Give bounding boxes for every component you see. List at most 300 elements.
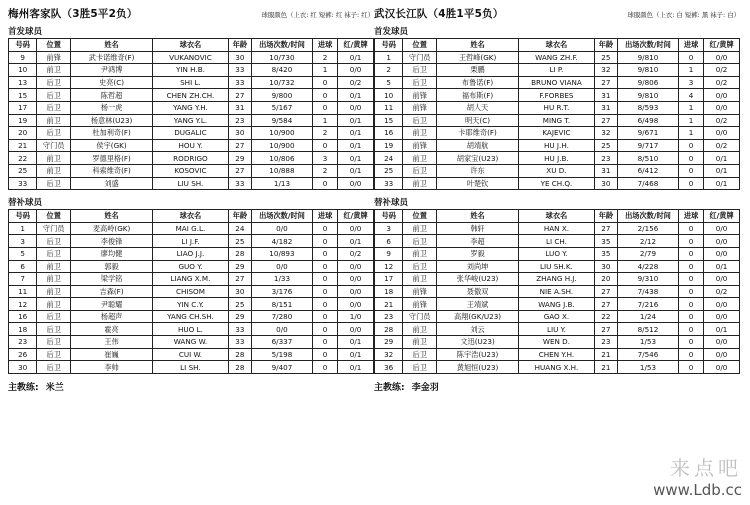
table-cell: 0/0 [704, 247, 740, 260]
table-cell: 0 [678, 273, 703, 286]
table-cell: HOU Y. [153, 139, 229, 152]
table-cell: 10 [9, 64, 37, 77]
column-header: 进球 [678, 210, 703, 223]
table-cell: 0 [312, 348, 337, 361]
table-cell: 0/1 [338, 114, 374, 127]
table-cell: 6/498 [617, 114, 678, 127]
table-cell: WANG W. [153, 336, 229, 349]
table-cell: 刘盛 [71, 177, 153, 190]
table-cell: 后卫 [403, 164, 437, 177]
table-cell: 28 [228, 247, 251, 260]
table-cell: 前卫 [403, 177, 437, 190]
table-cell: 前卫 [403, 222, 437, 235]
table-cell: 后卫 [403, 260, 437, 273]
table-cell: 前卫 [403, 273, 437, 286]
table-cell: 27 [594, 323, 617, 336]
table-cell: 李俊锋 [71, 235, 153, 248]
table-cell: 19 [375, 139, 403, 152]
table-cell: 0 [312, 361, 337, 374]
table-cell: 31 [594, 101, 617, 114]
table-cell: 4 [678, 89, 703, 102]
table-cell: 10/732 [251, 76, 312, 89]
coach-line [374, 380, 740, 393]
table-row [375, 323, 740, 336]
table-cell: 1 [678, 114, 703, 127]
table-cell: 13 [9, 76, 37, 89]
table-cell: 守门员 [403, 51, 437, 64]
table-cell: 21 [375, 298, 403, 311]
kit-colors: 球服颜色（上衣: 白 短裤: 黑 袜子: 白） [627, 11, 740, 19]
table-cell: 25 [594, 51, 617, 64]
table-cell: 10/730 [251, 51, 312, 64]
table-cell: 栗鹏 [437, 64, 519, 77]
table-cell: 23 [375, 310, 403, 323]
table-cell: 28 [228, 348, 251, 361]
table-cell: 0 [678, 298, 703, 311]
table-cell: 3 [312, 152, 337, 165]
table-cell: 21 [594, 348, 617, 361]
table-cell: 2/156 [617, 222, 678, 235]
table-row [9, 273, 374, 286]
table-cell: 0 [678, 222, 703, 235]
table-row [9, 348, 374, 361]
table-row [375, 101, 740, 114]
table-cell: 1 [678, 64, 703, 77]
table-cell: WEN D. [519, 336, 595, 349]
subs-label: 替补球员 [8, 198, 43, 209]
table-cell: 0 [678, 336, 703, 349]
table-cell: HU R.T. [519, 101, 595, 114]
table-row [375, 247, 740, 260]
table-cell: 28 [228, 361, 251, 374]
table-cell: 0/1 [338, 164, 374, 177]
table-cell: 叶楚钦 [437, 177, 519, 190]
table-cell: 20 [9, 127, 37, 140]
starters-table [8, 38, 374, 190]
table-cell: 王伟 [71, 336, 153, 349]
table-cell: 0/0 [338, 285, 374, 298]
table-cell: 刘尚坤 [437, 260, 519, 273]
table-cell: 18 [9, 323, 37, 336]
starters-table [374, 38, 740, 190]
table-cell: 0 [312, 76, 337, 89]
table-cell: 4/182 [251, 235, 312, 248]
table-cell: 0 [678, 177, 703, 190]
table-cell: 李帅 [71, 361, 153, 374]
table-cell: 24 [375, 152, 403, 165]
table-cell: LUO Y. [519, 247, 595, 260]
table-row [375, 164, 740, 177]
table-cell: 27 [228, 89, 251, 102]
column-header: 出场次数/时间 [251, 39, 312, 52]
table-cell: F.FORBES [519, 89, 595, 102]
table-cell: 17 [9, 101, 37, 114]
table-cell: 崔巍 [71, 348, 153, 361]
table-cell: 守门员 [37, 222, 71, 235]
table-cell: 0/0 [704, 348, 740, 361]
table-row [9, 298, 374, 311]
table-cell: 27 [228, 273, 251, 286]
table-row [375, 273, 740, 286]
table-cell: YANG CH.SH. [153, 310, 229, 323]
table-cell: LIU SH.K. [519, 260, 595, 273]
table-cell: 王靖斌 [437, 298, 519, 311]
table-cell: 福布斯(F) [437, 89, 519, 102]
table-cell: 0/1 [338, 361, 374, 374]
table-row [375, 177, 740, 190]
table-cell: 8/151 [251, 298, 312, 311]
table-cell: 33 [228, 177, 251, 190]
table-cell: 廖均健 [71, 247, 153, 260]
table-cell: 27 [594, 285, 617, 298]
table-cell: 后卫 [403, 348, 437, 361]
column-header: 姓名 [71, 210, 153, 223]
table-cell: YIN C.Y. [153, 298, 229, 311]
column-header: 出场次数/时间 [617, 210, 678, 223]
table-row [9, 64, 374, 77]
table-cell: 31 [228, 101, 251, 114]
table-cell: 0 [312, 310, 337, 323]
table-row [375, 76, 740, 89]
table-cell: 1 [375, 51, 403, 64]
table-cell: 前锋 [403, 101, 437, 114]
table-cell: 0/0 [338, 222, 374, 235]
table-cell: 31 [594, 164, 617, 177]
team-name: 武汉长江队（4胜1平5负） [374, 8, 504, 20]
table-cell: 29 [375, 336, 403, 349]
table-cell: 9/310 [617, 273, 678, 286]
table-cell: 10/900 [251, 139, 312, 152]
table-cell: 0 [678, 285, 703, 298]
table-cell: 0 [312, 273, 337, 286]
table-cell: 0/1 [338, 127, 374, 140]
home-team-panel [8, 6, 374, 393]
table-cell: 32 [594, 64, 617, 77]
table-cell: 0/0 [704, 273, 740, 286]
table-cell: 2/79 [617, 247, 678, 260]
coach-label: 主教练: [374, 382, 405, 393]
table-cell: 0/1 [338, 51, 374, 64]
table-cell: 22 [594, 310, 617, 323]
table-cell: 9/810 [617, 64, 678, 77]
table-row [375, 336, 740, 349]
table-cell: 7/280 [251, 310, 312, 323]
table-row [375, 310, 740, 323]
table-cell: 后卫 [37, 310, 71, 323]
table-cell: YANG Y.H. [153, 101, 229, 114]
table-cell: 0/1 [338, 152, 374, 165]
table-cell: 32 [375, 348, 403, 361]
table-cell: 0/2 [338, 76, 374, 89]
table-cell: 8/512 [617, 323, 678, 336]
table-cell: 后卫 [403, 76, 437, 89]
table-row [9, 285, 374, 298]
column-header: 进球 [312, 39, 337, 52]
table-row [375, 298, 740, 311]
table-cell: 前锋 [403, 285, 437, 298]
column-header: 姓名 [437, 39, 519, 52]
table-cell: 0/0 [338, 323, 374, 336]
table-cell: 23 [594, 336, 617, 349]
table-cell: 后卫 [37, 235, 71, 248]
table-row [375, 139, 740, 152]
table-cell: 1 [312, 114, 337, 127]
column-header: 红/黄牌 [338, 39, 374, 52]
table-cell: 胡人天 [437, 101, 519, 114]
table-cell: 6/412 [617, 164, 678, 177]
table-cell: 6/337 [251, 336, 312, 349]
table-cell: 30 [228, 285, 251, 298]
table-cell: LIAO J.J. [153, 247, 229, 260]
table-cell: LIANG X.M. [153, 273, 229, 286]
table-cell: 1/53 [617, 361, 678, 374]
table-cell: YE CH.Q. [519, 177, 595, 190]
table-cell: HAN X. [519, 222, 595, 235]
column-header: 号码 [9, 39, 37, 52]
table-cell: 前卫 [37, 152, 71, 165]
table-cell: 10/900 [251, 127, 312, 140]
table-cell: 2 [312, 127, 337, 140]
table-cell: 0/0 [704, 51, 740, 64]
table-cell: 卡耶维奇(F) [437, 127, 519, 140]
table-cell: 8/510 [617, 152, 678, 165]
table-cell: 后卫 [37, 177, 71, 190]
column-header: 球衣名 [519, 39, 595, 52]
table-cell: 前锋 [403, 89, 437, 102]
table-cell: 27 [594, 222, 617, 235]
table-cell: 33 [228, 323, 251, 336]
table-cell: 9/810 [617, 51, 678, 64]
table-cell: 0 [678, 152, 703, 165]
table-cell: 胡靖航 [437, 139, 519, 152]
table-cell: 守门员 [403, 310, 437, 323]
table-cell: LIU Y. [519, 323, 595, 336]
table-header-row [375, 39, 740, 52]
table-cell: 11 [9, 285, 37, 298]
table-cell: 0/0 [704, 235, 740, 248]
table-cell: 5/167 [251, 101, 312, 114]
table-cell: 0 [678, 361, 703, 374]
table-cell: 0 [678, 139, 703, 152]
table-row [9, 177, 374, 190]
column-header: 年龄 [228, 39, 251, 52]
table-cell: 3 [375, 222, 403, 235]
table-cell: 郭毅 [71, 260, 153, 273]
table-cell: 0 [678, 310, 703, 323]
table-cell: 杨一虎 [71, 101, 153, 114]
table-cell: 1 [312, 64, 337, 77]
table-row [9, 51, 374, 64]
table-cell: 前锋 [403, 139, 437, 152]
table-cell: 1 [678, 101, 703, 114]
table-cell: 0/0 [704, 298, 740, 311]
table-cell: 0/0 [704, 361, 740, 374]
table-cell: 3/176 [251, 285, 312, 298]
table-row [9, 336, 374, 349]
table-cell: 0/2 [338, 247, 374, 260]
table-cell: 罗毅 [437, 247, 519, 260]
table-cell: 0/2 [704, 139, 740, 152]
table-cell: 黄旭恒(U23) [437, 361, 519, 374]
table-cell: 10 [375, 89, 403, 102]
table-cell: 0/0 [338, 298, 374, 311]
table-cell: 前卫 [37, 298, 71, 311]
table-cell: 1/53 [617, 336, 678, 349]
table-cell: 杨意林(U23) [71, 114, 153, 127]
subs-table [8, 209, 374, 374]
table-cell: 0/0 [338, 177, 374, 190]
table-cell: 0/2 [704, 64, 740, 77]
column-header: 出场次数/时间 [617, 39, 678, 52]
table-cell: 后卫 [403, 361, 437, 374]
column-header: 球衣名 [519, 210, 595, 223]
table-cell: 24 [228, 222, 251, 235]
table-cell: 23 [228, 114, 251, 127]
table-row [375, 260, 740, 273]
table-cell: 28 [375, 323, 403, 336]
table-cell: 16 [9, 310, 37, 323]
column-header: 位置 [403, 39, 437, 52]
coach-label: 主教练: [8, 382, 39, 393]
table-cell: 李超 [437, 235, 519, 248]
table-row [9, 164, 374, 177]
table-row [9, 89, 374, 102]
table-cell: 30 [228, 51, 251, 64]
table-cell: 0 [678, 164, 703, 177]
column-header: 位置 [37, 39, 71, 52]
table-cell: 0/1 [338, 139, 374, 152]
table-cell: 9 [9, 51, 37, 64]
table-cell: 0/2 [704, 114, 740, 127]
table-row [9, 127, 374, 140]
table-cell: 35 [594, 247, 617, 260]
table-cell: 10/888 [251, 164, 312, 177]
table-cell: LI J.F. [153, 235, 229, 248]
table-cell: 0/0 [338, 64, 374, 77]
table-cell: 7 [9, 273, 37, 286]
table-cell: 前卫 [37, 285, 71, 298]
table-cell: 30 [9, 361, 37, 374]
table-cell: 35 [594, 235, 617, 248]
coach-name: 米兰 [45, 382, 64, 393]
team-header [374, 6, 740, 22]
table-cell: 2 [312, 51, 337, 64]
table-cell: 后卫 [403, 235, 437, 248]
watermark [653, 452, 742, 499]
table-cell: 0/0 [338, 273, 374, 286]
table-row [9, 260, 374, 273]
table-cell: 33 [228, 336, 251, 349]
table-cell: 20 [594, 273, 617, 286]
kit-colors: 球服颜色（上衣: 红 短裤: 红 袜子: 红） [261, 11, 374, 19]
table-cell: 后卫 [37, 101, 71, 114]
table-cell: 36 [375, 361, 403, 374]
table-cell: 4/228 [617, 260, 678, 273]
column-header: 年龄 [594, 39, 617, 52]
table-cell: 尹鸿博 [71, 64, 153, 77]
table-cell: 15 [9, 89, 37, 102]
table-cell: 29 [228, 152, 251, 165]
table-cell: 0/0 [704, 101, 740, 114]
table-cell: 2 [312, 164, 337, 177]
table-cell: HU J.B. [519, 152, 595, 165]
table-cell: 杨超声 [71, 310, 153, 323]
table-header-row [9, 210, 374, 223]
table-cell: 0/1 [704, 164, 740, 177]
table-row [375, 89, 740, 102]
table-cell: 梁学铭 [71, 273, 153, 286]
table-cell: 9 [375, 247, 403, 260]
table-cell: 0/0 [704, 222, 740, 235]
table-cell: 7/216 [617, 298, 678, 311]
table-cell: 后卫 [37, 323, 71, 336]
table-cell: GAO X. [519, 310, 595, 323]
table-cell: 8/593 [617, 101, 678, 114]
table-cell: 33 [375, 177, 403, 190]
table-cell: 1/13 [251, 177, 312, 190]
table-cell: 10/893 [251, 247, 312, 260]
table-cell: KAJEVIC [519, 127, 595, 140]
table-cell: WANG J.B. [519, 298, 595, 311]
table-cell: 明天(C) [437, 114, 519, 127]
away-team-panel [374, 6, 740, 393]
table-cell: 前卫 [403, 152, 437, 165]
table-cell: 0/0 [704, 310, 740, 323]
table-cell: 25 [594, 139, 617, 152]
table-cell: 0/1 [338, 89, 374, 102]
table-cell: 0/0 [251, 222, 312, 235]
table-row [9, 222, 374, 235]
table-cell: 0/2 [704, 285, 740, 298]
table-cell: 0 [312, 89, 337, 102]
table-cell: 16 [375, 127, 403, 140]
table-cell: 12 [9, 298, 37, 311]
column-header: 号码 [9, 210, 37, 223]
table-cell: 尹聪耀 [71, 298, 153, 311]
table-cell: 0 [678, 235, 703, 248]
table-cell: 5 [9, 247, 37, 260]
table-cell: 8/420 [251, 64, 312, 77]
table-cell: 麦高岭(GK) [71, 222, 153, 235]
subs-table [374, 209, 740, 374]
table-cell: 5 [375, 76, 403, 89]
table-cell: KOSOVIC [153, 164, 229, 177]
table-cell: 0/2 [704, 76, 740, 89]
column-header: 球衣名 [153, 39, 229, 52]
table-cell: 0 [312, 139, 337, 152]
starters-label: 首发球员 [8, 27, 43, 37]
table-row [375, 361, 740, 374]
table-cell: 0/0 [338, 101, 374, 114]
table-cell: 0 [678, 247, 703, 260]
table-cell: YANG Y.L. [153, 114, 229, 127]
table-cell: 刘云 [437, 323, 519, 336]
table-cell: 陈宇浩(U23) [437, 348, 519, 361]
table-cell: 3 [9, 235, 37, 248]
table-cell: 吉森(F) [71, 285, 153, 298]
table-cell: 前卫 [403, 336, 437, 349]
table-cell: 霍亮 [71, 323, 153, 336]
table-cell: BRUNO VIANA [519, 76, 595, 89]
table-cell: 侯宇(GK) [71, 139, 153, 152]
table-cell: 9/584 [251, 114, 312, 127]
table-cell: 31 [594, 89, 617, 102]
table-cell: 前卫 [37, 260, 71, 273]
table-cell: 陈哲超 [71, 89, 153, 102]
table-cell: 前卫 [37, 273, 71, 286]
table-row [375, 152, 740, 165]
table-cell: LI CH. [519, 235, 595, 248]
